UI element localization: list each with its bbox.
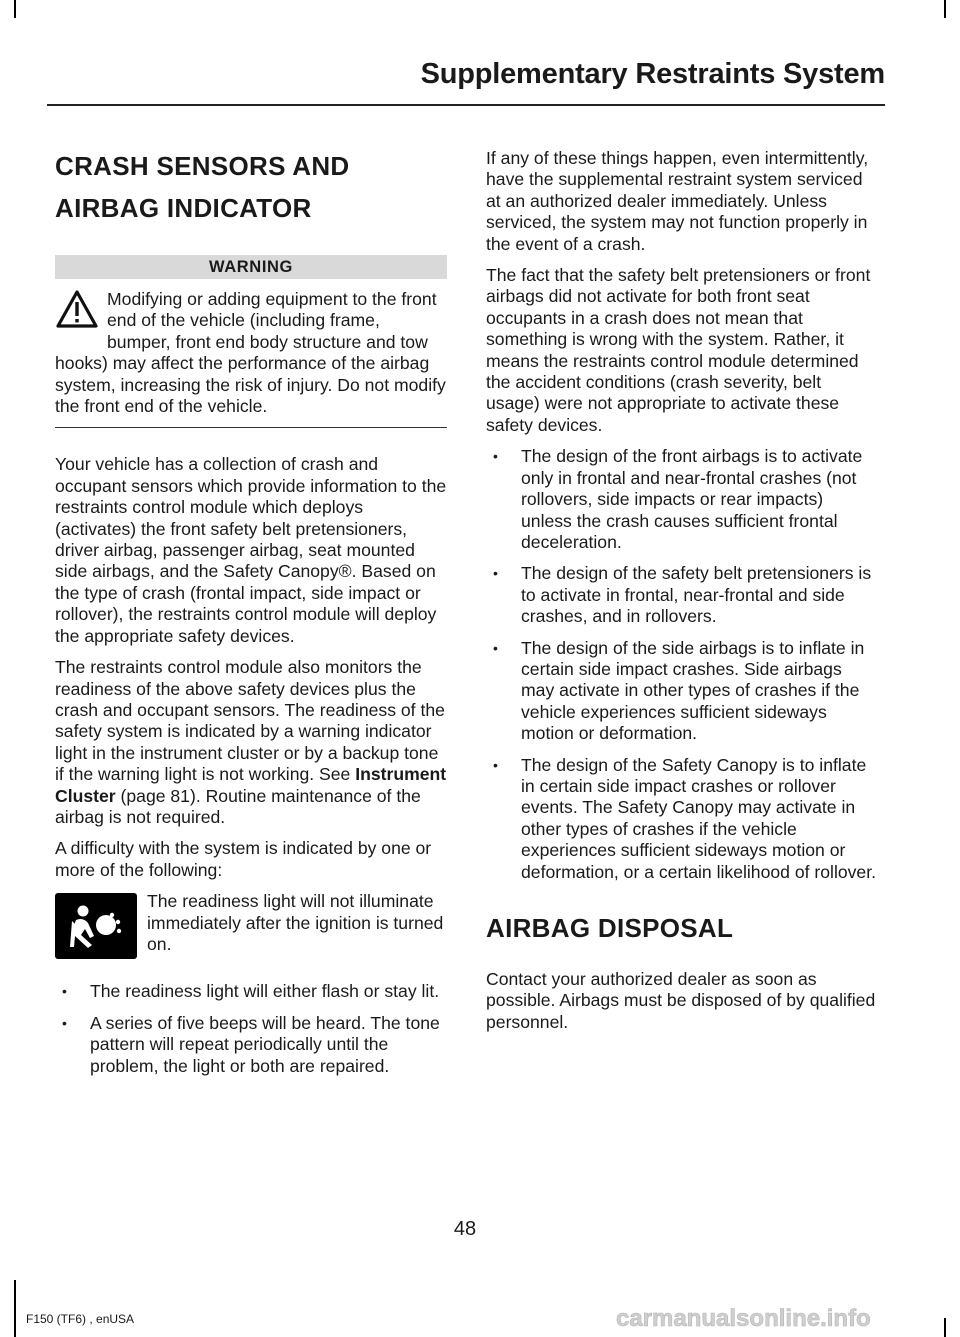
heading-line-1: CRASH SENSORS AND <box>55 151 350 181</box>
page-number: 48 <box>453 1218 477 1240</box>
paragraph-sensors: Your vehicle has a collection of crash and occupant sensors which provide information to the restraints control module which deploys (activates) the front safety belt pretensioners, driver airbag, passenger airbag, seat mounted side airbags, and the Safety Canopy®. Based on the type of crash (frontal impact, side impact or rollover), the restraints control module will deploy the appropriate safety devices. <box>55 454 447 646</box>
paragraph-service: If any of these things happen, even intermittently, have the supplemental restraint system serviced at an authorized dealer immediately. Unless serviced, the system may not function properly in the event of a crash. <box>486 148 869 254</box>
paragraph-monitoring-text: The restraints control module also monitors the readiness of the above safety devices plus the crash and occupant sensors. The readiness of the safety system is indicated by a warning indicator light in the instrument cluster or by a backup tone if the warning light is not working. See <box>55 657 445 785</box>
right-column <box>486 148 878 1043</box>
paragraph-disposal: Contact your authorized dealer as soon as possible. Airbags must be disposed of by qualified personnel. <box>486 969 876 1032</box>
paragraph-monitoring <box>55 657 447 828</box>
warning-text: Modifying or adding equipment to the front end of the vehicle (including frame, bumper, front end body structure and tow hooks) may affect the performance of the airbag system, increasing the risk of injury. Do not modify the front end of the vehicle. <box>55 289 446 417</box>
left-column <box>55 145 447 1087</box>
crop-mark-top-left-v <box>14 0 16 18</box>
paragraph-monitoring-text-end: (page 81). Routine maintenance of the airbag is not required. <box>55 785 421 827</box>
indicator-text: The readiness light will not illuminate immediately after the ignition is turned on. <box>147 891 444 954</box>
crop-mark-top-right-v <box>944 0 946 18</box>
warning-triangle-icon <box>55 289 107 353</box>
paragraph-activation: The fact that the safety belt pretensioners or front airbags did not activate for both front seat occupants in a crash does not mean that something is wrong with the system. Rather, it means the restraints control module determined the accident conditions (crash severity, belt usage) were not appropriate to activate these safety devices. <box>486 265 871 435</box>
list-item: • The design of the safety belt pretensioners is to activate in frontal, near-frontal and side crashes, and in rollovers. <box>486 563 878 627</box>
warning-box <box>55 255 447 428</box>
heading-line-2: AIRBAG INDICATOR <box>55 193 312 223</box>
indicator-row <box>55 891 447 965</box>
list-item: • The readiness light will either flash or stay lit. <box>55 981 447 1002</box>
header-divider <box>47 104 885 106</box>
design-list <box>486 446 878 883</box>
section-heading-crash-sensors <box>55 145 447 229</box>
difficulty-list <box>55 981 447 1077</box>
list-item: • The design of the side airbags is to inflate in certain side impact crashes. Side airbags may activate in other types of crashes if the vehicle experiences sufficient sideways motion or deformation. <box>486 638 878 745</box>
instrument-cluster-reference[interactable]: Instrument Cluster <box>55 764 447 806</box>
svg-text:carmanualsonline.info: carmanualsonline.info <box>616 1305 871 1332</box>
section-heading-airbag-disposal: AIRBAG DISPOSAL <box>486 913 734 943</box>
list-item: • A series of five beeps will be heard. The tone pattern will repeat periodically until the problem, the light or both are repaired. <box>55 1013 447 1077</box>
footer-model: F150 (TF6) , enUSA <box>26 1312 135 1326</box>
list-item: • The design of the front airbags is to activate only in frontal and near-frontal crashes (not rollovers, side impacts or rear impacts) unless the crash causes sufficient frontal deceleration. <box>486 446 878 553</box>
watermark-logo <box>612 1302 947 1334</box>
paragraph-difficulty: A difficulty with the system is indicated by one or more of the following: <box>55 838 432 880</box>
list-item: • The design of the Safety Canopy is to inflate in certain side impact crashes or rollover events. The Safety Canopy may activate in other types of crashes if the vehicle experiences sufficient sideways motion or deformation, or a certain likelihood of rollover. <box>486 755 878 883</box>
crop-mark-bottom-left-v <box>14 1280 16 1337</box>
warning-label: WARNING <box>55 255 447 279</box>
airbag-indicator-icon <box>55 893 137 959</box>
page-header-title: Supplementary Restraints System <box>420 58 885 90</box>
